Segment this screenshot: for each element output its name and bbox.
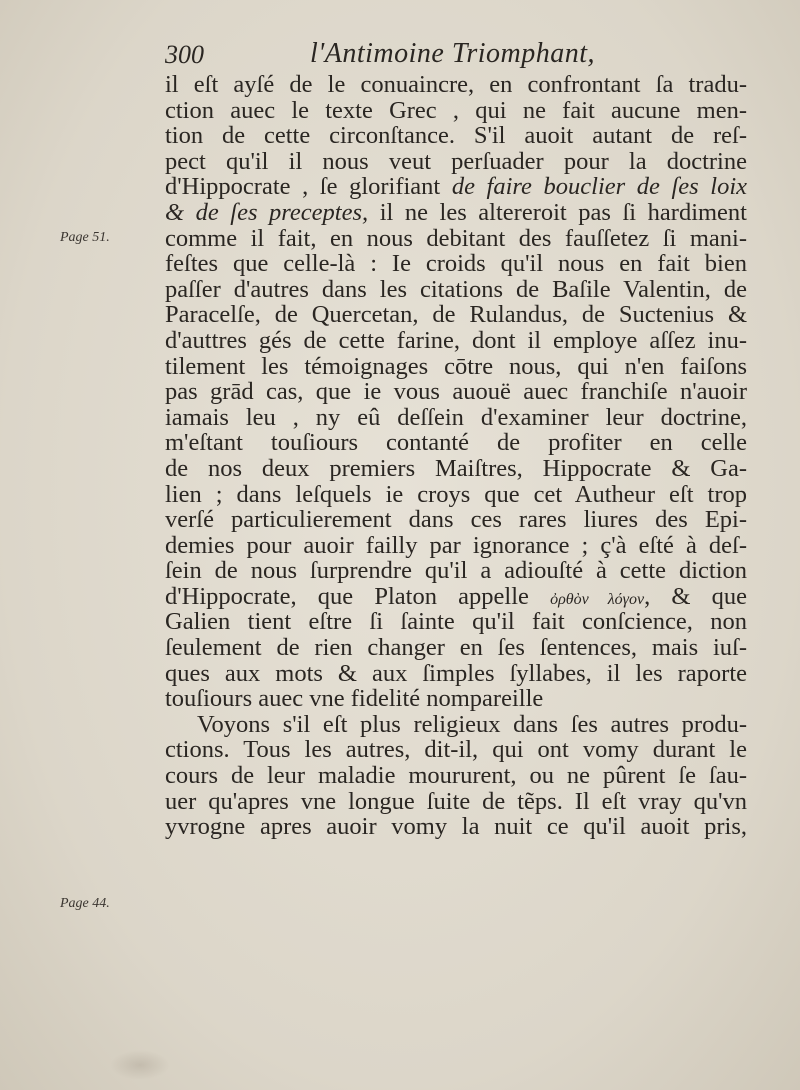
text-line: uer qu'apres vne longue ſuite de tẽps. Il eſt vray qu'vn xyxy=(165,787,747,815)
text-segment: il ne les altereroit pas ſi hardiment xyxy=(379,198,747,226)
text-line: lien ; dans leſquels ie croys que cet Autheur eſt trop xyxy=(165,480,747,508)
text-line: pas grād cas, que ie vous auouë auec franchiſe n'auoir xyxy=(165,378,747,406)
text-line: comme il fait, en nous debitant des fauſſetez ſi mani- xyxy=(165,224,747,252)
italic-quote: de faire bouclier de ſes loix xyxy=(451,173,747,201)
text-line xyxy=(165,200,747,226)
text-line: yvrogne apres auoir vomy la nuit ce qu'il auoit pris, xyxy=(165,813,747,841)
text-line: Paracelſe, de Quercetan, de Rulandus, de Suctenius & xyxy=(165,301,747,329)
text-line: verſé particulierement dans ces rares liures des Epi- xyxy=(165,506,747,534)
margin-note-page-44: Page 44. xyxy=(60,896,110,911)
text-line xyxy=(165,174,747,200)
text-line: Galien tient eſtre ſi ſainte qu'il fait conſcience, non xyxy=(165,608,747,636)
running-title: l'Antimoine Triomphant, xyxy=(310,38,596,69)
text-line xyxy=(165,584,747,610)
text-segment: d'Hippocrate , ſe glorifiant xyxy=(165,173,441,201)
margin-note-page-51: Page 51. xyxy=(60,230,110,245)
text-line: feſtes que celle-là : Ie croids qu'il nous en fait bien xyxy=(165,250,747,278)
text-line: iamais leu , ny eû deſſein d'examiner leur doctrine, xyxy=(165,403,747,431)
text-line: ques aux mots & aux ſimples ſyllabes, il les raporte xyxy=(165,659,747,687)
page-number: 300 xyxy=(165,40,204,69)
text-line: ction auec le texte Grec , qui ne fait aucune men- xyxy=(165,96,747,124)
body-text xyxy=(165,72,747,840)
text-line: ſeulement de rien changer en ſes ſentences, mais iuſ- xyxy=(165,634,747,662)
text-line: cours de leur maladie moururent, ou ne pûrent ſe ſau- xyxy=(165,762,747,790)
text-segment: , & que xyxy=(644,582,747,610)
paper-stain xyxy=(110,1050,170,1080)
text-line: demies pour auoir failly par ignorance ; ç'à eſté à deſ- xyxy=(165,531,747,559)
text-line: ſein de nous ſurprendre qu'il a adiouſté à cette diction xyxy=(165,557,747,585)
text-line: il eſt ayſé de le conuaincre, en confrontant ſa tradu- xyxy=(165,71,747,98)
text-line: ctions. Tous les autres, dit-il, qui ont vomy durant le xyxy=(165,736,747,764)
text-segment: d'Hippocrate, que Platon appelle xyxy=(165,582,529,610)
text-line: de nos deux premiers Maiſtres, Hippocrate & Ga- xyxy=(165,454,747,482)
text-line: paſſer d'autres dans les citations de Baſile Valentin, de xyxy=(165,275,747,303)
text-line: pect qu'il il nous veut perſuader pour la doctrine xyxy=(165,147,747,175)
text-line: tilement les témoignages cōtre nous, qui n'en faiſons xyxy=(165,352,747,380)
greek-phrase: ὀρθὸν λόγον xyxy=(550,590,645,608)
text-line: d'auttres gés de cette farine, dont il employe aſſez inu- xyxy=(165,326,747,354)
text-line: m'eſtant touſiours contanté de profiter en celle xyxy=(165,429,747,457)
text-line: tion de cette circonſtance. S'il auoit autant de reſ- xyxy=(165,122,747,150)
text-line: touſiours auec vne fidelité nompareille xyxy=(165,685,544,713)
italic-quote: & de ſes preceptes, xyxy=(165,198,369,226)
paragraph-start-line: Voyons s'il eſt plus religieux dans ſes autres produ- xyxy=(197,710,747,738)
